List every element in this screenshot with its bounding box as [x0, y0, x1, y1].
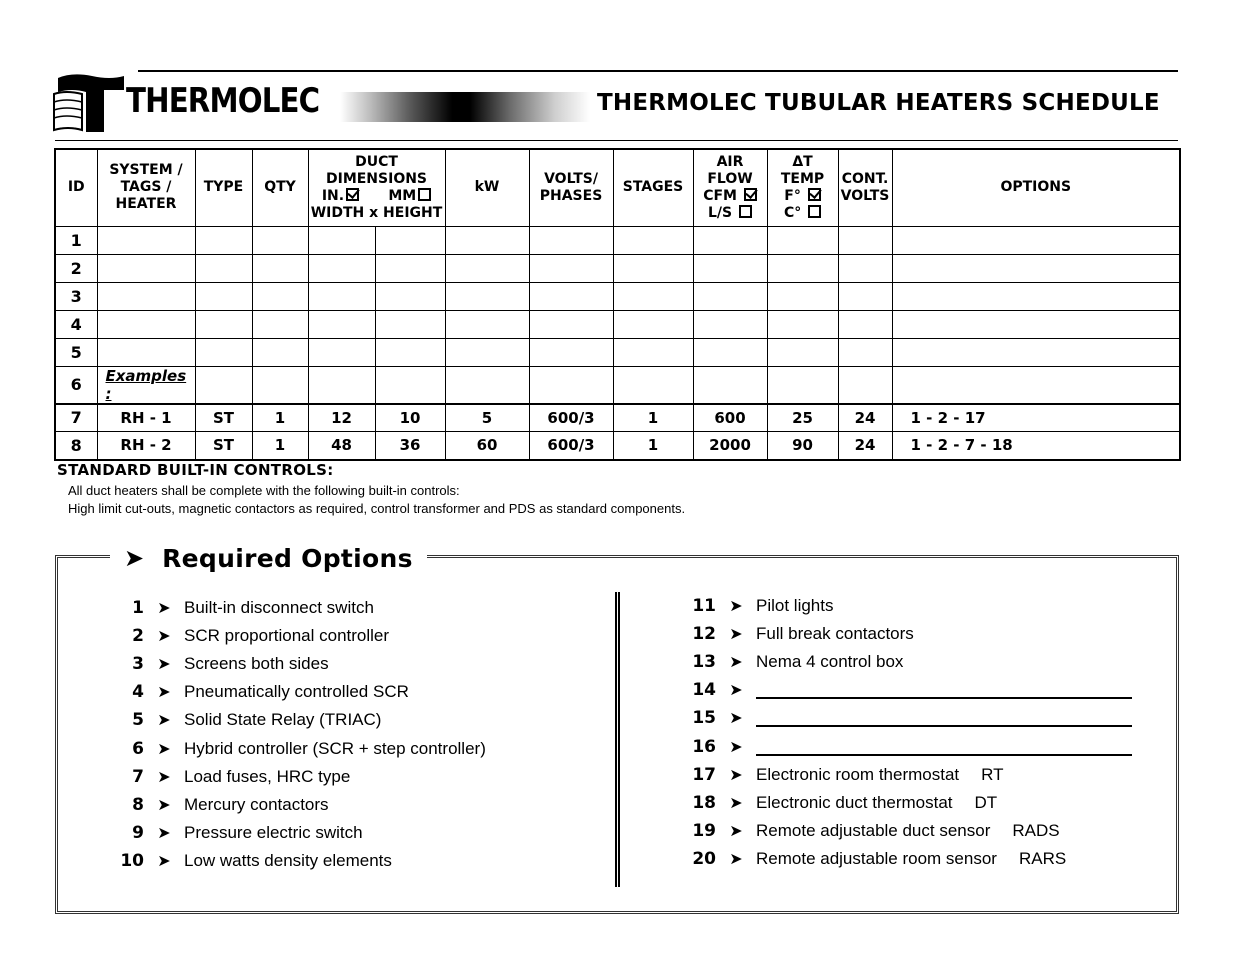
- cell-volts[interactable]: [529, 254, 613, 282]
- arrow-right-icon: ➤: [157, 852, 171, 870]
- option-number: 12: [692, 624, 716, 645]
- option-label: Pressure electric switch: [184, 822, 363, 842]
- cell-kw[interactable]: [445, 338, 529, 366]
- option-item: [682, 678, 1132, 702]
- cell-stages[interactable]: [613, 282, 693, 310]
- cell-system[interactable]: [97, 310, 195, 338]
- cell-stages: 1: [613, 432, 693, 460]
- cell-id[interactable]: 1: [55, 226, 97, 254]
- option-number: 3: [132, 654, 144, 675]
- option-number: 8: [132, 794, 144, 815]
- cell-stages[interactable]: [613, 366, 693, 404]
- cell-cont[interactable]: [838, 366, 892, 404]
- cell-qty: 1: [252, 404, 308, 432]
- cell-qty[interactable]: [252, 226, 308, 254]
- cell-qty[interactable]: [252, 338, 308, 366]
- cell-temp[interactable]: [767, 254, 838, 282]
- cell-airflow[interactable]: [693, 226, 767, 254]
- col-header-cont-volts: CONT. VOLTS: [838, 149, 892, 226]
- required-options-title: Required Options: [162, 543, 413, 573]
- option-item: [110, 652, 329, 676]
- cell-cont[interactable]: [838, 282, 892, 310]
- cell-kw[interactable]: [445, 282, 529, 310]
- arrow-right-icon: ➤: [729, 766, 743, 784]
- cell-airflow[interactable]: [693, 254, 767, 282]
- cell-qty[interactable]: [252, 366, 308, 404]
- cell-cont[interactable]: [838, 310, 892, 338]
- option-code: RARS: [1018, 848, 1067, 868]
- cell-system[interactable]: [97, 226, 195, 254]
- cell-id[interactable]: 6: [55, 366, 97, 404]
- cell-volts: 600/3: [529, 432, 613, 460]
- cell-volts[interactable]: [529, 338, 613, 366]
- option-number: 10: [120, 850, 144, 871]
- option-blank-line[interactable]: [756, 738, 1132, 756]
- col-header-type: TYPE: [195, 149, 252, 226]
- col-header-stages: STAGES: [613, 149, 693, 226]
- cell-stages[interactable]: [613, 254, 693, 282]
- cell-kw: 5: [445, 404, 529, 432]
- cell-width[interactable]: [308, 226, 375, 254]
- cell-type[interactable]: [195, 254, 252, 282]
- cell-system[interactable]: [97, 338, 195, 366]
- option-label: SCR proportional controller: [184, 626, 390, 646]
- cell-id[interactable]: 5: [55, 338, 97, 366]
- option-item: [110, 849, 392, 873]
- cell-cont[interactable]: [838, 254, 892, 282]
- arrow-right-icon: ➤: [157, 684, 171, 702]
- logo-gradient-bar: [340, 92, 590, 122]
- cell-temp[interactable]: [767, 338, 838, 366]
- cell-height[interactable]: [375, 366, 445, 404]
- option-number: 19: [692, 820, 716, 841]
- cell-width[interactable]: [308, 282, 375, 310]
- option-number: 11: [692, 596, 716, 616]
- cell-height: 36: [375, 432, 445, 460]
- cell-volts: 600/3: [529, 404, 613, 432]
- option-label: Remote adjustable duct sensor: [756, 820, 991, 840]
- col-header-airflow: AIR FLOW CFM L/S: [693, 149, 767, 226]
- cell-width[interactable]: [308, 338, 375, 366]
- header-top-rule: [138, 70, 1178, 72]
- cell-options[interactable]: [892, 282, 1180, 310]
- cell-kw[interactable]: [445, 254, 529, 282]
- cell-height[interactable]: [375, 282, 445, 310]
- option-item: [110, 821, 363, 845]
- cell-options[interactable]: [892, 254, 1180, 282]
- arrow-right-icon: ➤: [729, 626, 743, 644]
- option-number: 18: [692, 792, 716, 813]
- option-label: Electronic room thermostat: [756, 764, 960, 784]
- cell-kw: 60: [445, 432, 529, 460]
- option-label: Pneumatically controlled SCR: [184, 682, 409, 702]
- option-item: [682, 622, 914, 646]
- cell-airflow: 600: [693, 404, 767, 432]
- airflow-ls-checkbox[interactable]: [739, 205, 752, 218]
- option-item: [110, 765, 350, 789]
- cell-width[interactable]: [308, 366, 375, 404]
- header-bottom-rule: [55, 140, 1178, 141]
- cell-id[interactable]: 2: [55, 254, 97, 282]
- logo-wordmark: THERMOLEC: [126, 81, 320, 121]
- arrow-right-icon: ➤: [157, 600, 171, 617]
- option-item: [682, 594, 833, 618]
- cell-temp: 25: [767, 404, 838, 432]
- cell-qty[interactable]: [252, 282, 308, 310]
- standard-controls-title: STANDARD BUILT-IN CONTROLS:: [57, 461, 334, 479]
- duct-mm-checkbox[interactable]: [418, 188, 431, 201]
- cell-width[interactable]: [308, 254, 375, 282]
- cell-cont[interactable]: [838, 338, 892, 366]
- option-item: [110, 708, 381, 732]
- option-item: [110, 624, 389, 648]
- option-number: 7: [132, 766, 144, 787]
- arrow-right-icon: ➤: [157, 796, 171, 814]
- cell-kw[interactable]: [445, 310, 529, 338]
- cell-type[interactable]: [195, 282, 252, 310]
- cell-volts[interactable]: [529, 282, 613, 310]
- arrow-right-icon: ➤: [729, 850, 743, 868]
- table-row: [55, 366, 1180, 404]
- cell-width[interactable]: [308, 310, 375, 338]
- table-row: [55, 338, 1180, 366]
- cell-temp[interactable]: [767, 282, 838, 310]
- cell-kw[interactable]: [445, 366, 529, 404]
- thermolec-logo-icon: [52, 72, 126, 134]
- cell-type: ST: [195, 432, 252, 460]
- option-number: 20: [692, 848, 716, 869]
- option-label: Pilot lights: [756, 596, 834, 615]
- option-label: Full break contactors: [756, 624, 914, 644]
- cell-height[interactable]: [375, 226, 445, 254]
- option-number: 16: [692, 736, 716, 757]
- cell-temp: 90: [767, 432, 838, 460]
- option-number: 6: [132, 738, 144, 759]
- arrow-right-icon: ➤: [124, 544, 145, 572]
- cell-stages: 1: [613, 404, 693, 432]
- cell-width: 48: [308, 432, 375, 460]
- col-header-kw: kW: [445, 149, 529, 226]
- cell-height[interactable]: [375, 310, 445, 338]
- cell-height[interactable]: [375, 338, 445, 366]
- option-code: RT: [981, 764, 1004, 784]
- cell-options[interactable]: [892, 338, 1180, 366]
- option-number: 13: [692, 652, 716, 673]
- col-header-qty: QTY: [252, 149, 308, 226]
- cell-volts[interactable]: [529, 226, 613, 254]
- cell-options[interactable]: [892, 366, 1180, 404]
- cell-system[interactable]: Examples :: [97, 366, 195, 404]
- option-item: [682, 650, 903, 674]
- option-item: [682, 847, 1066, 871]
- option-label: Remote adjustable room sensor: [756, 848, 997, 868]
- option-item: [682, 706, 1132, 730]
- cell-airflow: 2000: [693, 432, 767, 460]
- cell-options[interactable]: [892, 226, 1180, 254]
- arrow-right-icon: ➤: [157, 740, 171, 758]
- cell-temp[interactable]: [767, 226, 838, 254]
- option-number: 17: [692, 764, 716, 785]
- option-label: Solid State Relay (TRIAC): [184, 710, 382, 730]
- col-header-temp: ΔT TEMP F° C°: [767, 149, 838, 226]
- temp-c-checkbox[interactable]: [808, 205, 821, 218]
- option-item: [682, 819, 1060, 843]
- option-code: DT: [974, 792, 998, 812]
- cell-type[interactable]: [195, 338, 252, 366]
- option-item: [110, 793, 329, 817]
- cell-type[interactable]: [195, 226, 252, 254]
- arrow-right-icon: ➤: [157, 656, 171, 674]
- cell-height: 10: [375, 404, 445, 432]
- arrow-right-icon: ➤: [157, 824, 171, 842]
- option-label: Built-in disconnect switch: [184, 598, 374, 617]
- table-row: [55, 404, 1180, 432]
- option-item: [682, 735, 1132, 759]
- arrow-right-icon: ➤: [729, 710, 743, 728]
- option-item: [110, 596, 374, 620]
- cell-volts[interactable]: [529, 310, 613, 338]
- arrow-right-icon: ➤: [729, 794, 743, 812]
- heater-schedule-table: [54, 148, 1181, 461]
- cell-system: RH - 2: [97, 432, 195, 460]
- cell-cont: 24: [838, 404, 892, 432]
- cell-type[interactable]: [195, 366, 252, 404]
- cell-id[interactable]: 4: [55, 310, 97, 338]
- cell-temp[interactable]: [767, 366, 838, 404]
- cell-kw[interactable]: [445, 226, 529, 254]
- arrow-right-icon: ➤: [729, 738, 743, 756]
- cell-type: ST: [195, 404, 252, 432]
- cell-cont: 24: [838, 432, 892, 460]
- required-options-heading: [110, 542, 427, 574]
- options-column-divider: [615, 592, 620, 887]
- option-number: 9: [132, 822, 144, 843]
- cell-type[interactable]: [195, 310, 252, 338]
- airflow-cfm-checkbox[interactable]: [744, 188, 757, 201]
- table-header-row: [55, 149, 1180, 226]
- option-number: 1: [132, 598, 144, 618]
- option-label: Screens both sides: [184, 654, 329, 674]
- cell-airflow[interactable]: [693, 282, 767, 310]
- arrow-right-icon: ➤: [157, 768, 171, 786]
- cell-airflow[interactable]: [693, 338, 767, 366]
- option-label: Mercury contactors: [184, 794, 329, 814]
- option-item: [682, 763, 1004, 787]
- table-row: [55, 226, 1180, 254]
- col-header-system: SYSTEM / TAGS / HEATER: [97, 149, 195, 226]
- cell-width: 12: [308, 404, 375, 432]
- option-label: Nema 4 control box: [756, 652, 904, 672]
- cell-id: 8: [55, 432, 97, 460]
- arrow-right-icon: ➤: [729, 682, 743, 700]
- cell-qty: 1: [252, 432, 308, 460]
- cell-id[interactable]: 3: [55, 282, 97, 310]
- table-row: [55, 254, 1180, 282]
- option-item: [110, 737, 486, 761]
- arrow-right-icon: ➤: [729, 654, 743, 672]
- arrow-right-icon: ➤: [729, 822, 743, 840]
- option-item: [682, 791, 997, 815]
- cell-qty[interactable]: [252, 310, 308, 338]
- col-header-duct-dimensions: DUCT DIMENSIONS IN. MM WIDTH x HEIGHT: [308, 149, 445, 226]
- cell-airflow[interactable]: [693, 310, 767, 338]
- cell-id: 7: [55, 404, 97, 432]
- standard-controls-line-2: High limit cut-outs, magnetic contactors as required, control transformer and PDS as standard components.: [68, 501, 686, 516]
- cell-stages[interactable]: [613, 310, 693, 338]
- col-header-volts: VOLTS/ PHASES: [529, 149, 613, 226]
- option-label: Load fuses, HRC type: [184, 766, 351, 786]
- cell-options: 1 - 2 - 7 - 18: [892, 432, 1180, 460]
- option-blank-line[interactable]: [756, 709, 1132, 727]
- option-label: Low watts density elements: [184, 850, 392, 870]
- cell-stages[interactable]: [613, 226, 693, 254]
- col-header-options: OPTIONS: [892, 149, 1180, 226]
- cell-system: RH - 1: [97, 404, 195, 432]
- option-number: 2: [132, 626, 144, 647]
- cell-options: 1 - 2 - 17: [892, 404, 1180, 432]
- option-label: Hybrid controller (SCR + step controller): [184, 738, 486, 758]
- cell-height[interactable]: [375, 254, 445, 282]
- cell-airflow[interactable]: [693, 366, 767, 404]
- arrow-right-icon: ➤: [729, 598, 743, 615]
- option-blank-line[interactable]: [756, 681, 1132, 699]
- table-row: [55, 282, 1180, 310]
- option-label: Electronic duct thermostat: [756, 792, 953, 812]
- option-number: 4: [132, 682, 144, 703]
- table-row: [55, 310, 1180, 338]
- standard-controls-line-1: All duct heaters shall be complete with the following built-in controls:: [68, 483, 460, 498]
- option-item: [110, 680, 409, 704]
- option-number: 14: [692, 680, 716, 701]
- arrow-right-icon: ➤: [157, 712, 171, 730]
- page-title: THERMOLEC TUBULAR HEATERS SCHEDULE: [597, 90, 1160, 116]
- arrow-right-icon: ➤: [157, 628, 171, 646]
- option-code: RADS: [1012, 820, 1060, 840]
- cell-system[interactable]: [97, 254, 195, 282]
- table-row: [55, 432, 1180, 460]
- cell-qty[interactable]: [252, 254, 308, 282]
- col-header-id: ID: [55, 149, 97, 226]
- cell-stages[interactable]: [613, 338, 693, 366]
- duct-in-checkbox[interactable]: [346, 188, 359, 201]
- cell-options[interactable]: [892, 310, 1180, 338]
- temp-f-checkbox[interactable]: [808, 188, 821, 201]
- cell-temp[interactable]: [767, 310, 838, 338]
- cell-volts[interactable]: [529, 366, 613, 404]
- option-number: 5: [132, 710, 144, 731]
- cell-system[interactable]: [97, 282, 195, 310]
- cell-cont[interactable]: [838, 226, 892, 254]
- option-number: 15: [692, 708, 716, 729]
